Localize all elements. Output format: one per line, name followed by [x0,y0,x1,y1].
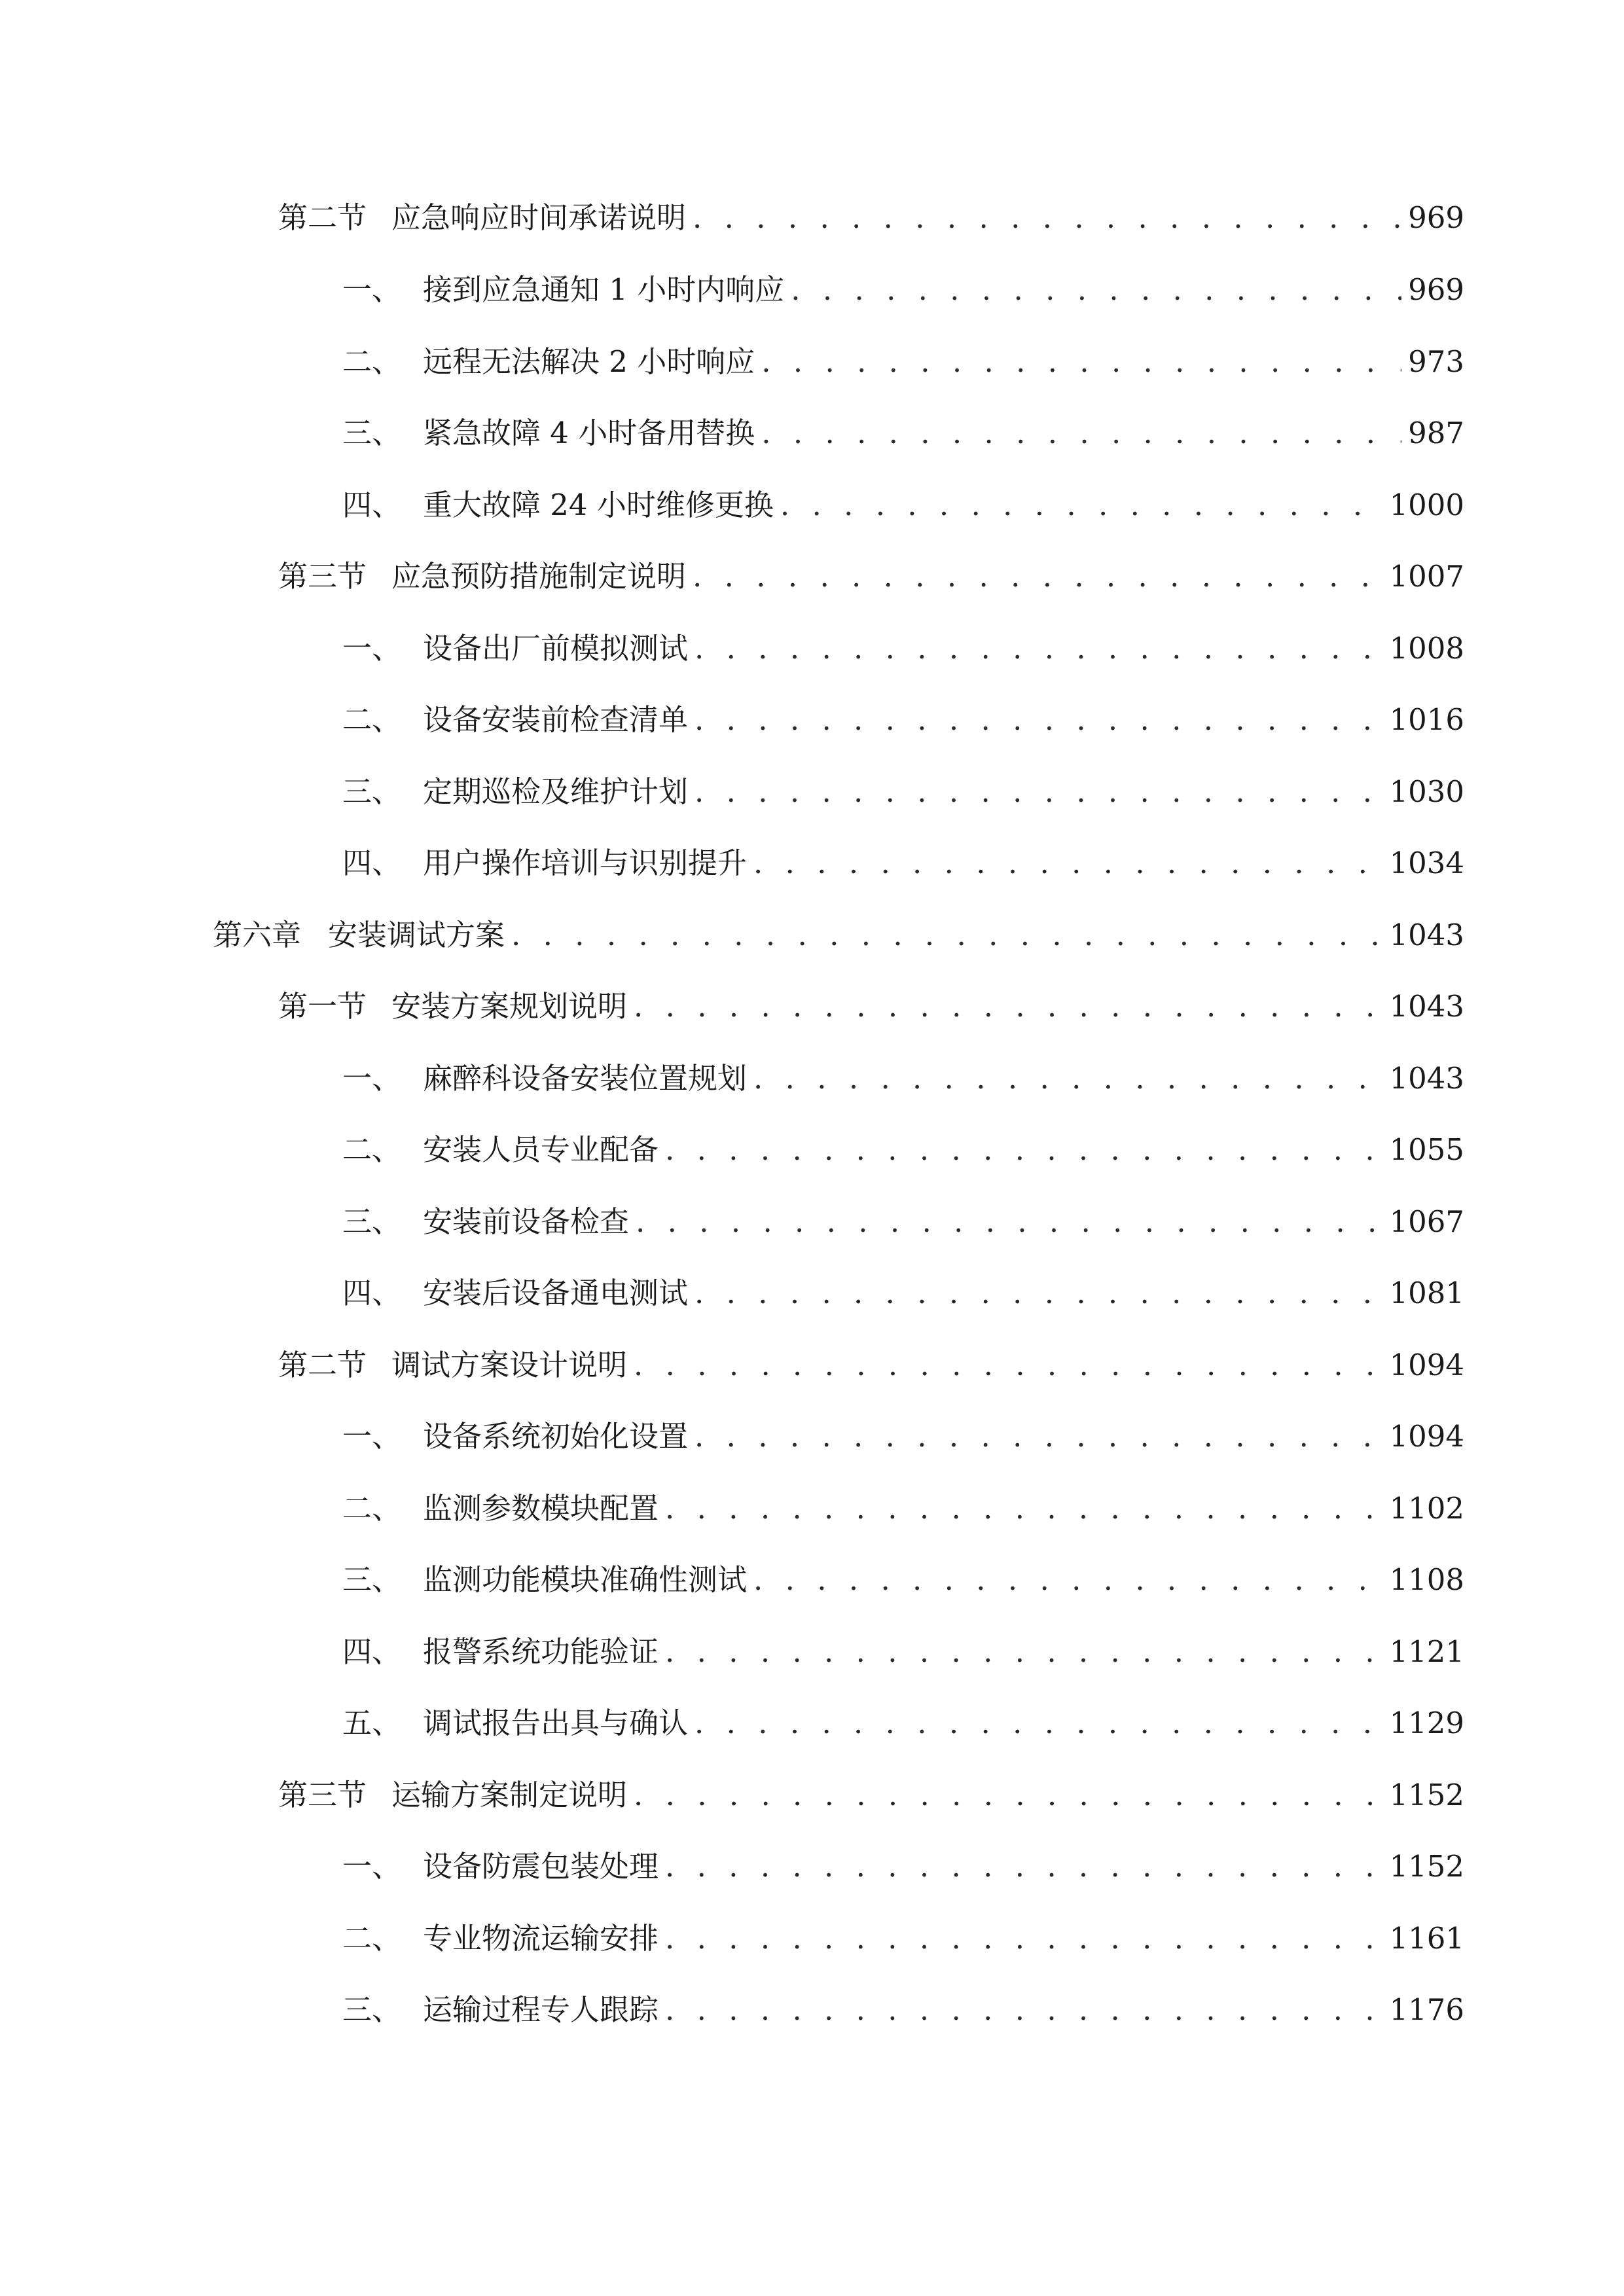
toc-entry-item[interactable] [342,410,1464,456]
entry-number: 一、 [342,631,402,666]
entry-number: 二、 [342,702,402,737]
toc-entry-item[interactable] [342,1844,1464,1890]
entry-number: 四、 [342,1276,402,1310]
dot-leader [511,912,1382,958]
entry-title: 调试报告出具与确认 [423,1706,689,1740]
toc-entry-item[interactable] [342,1629,1464,1675]
page-number: 969 [1408,272,1464,307]
dot-leader [761,410,1401,456]
toc-entry-item[interactable] [342,626,1464,672]
entry-title: 安装方案规划说明 [391,989,628,1024]
entry-number: 第六章 [213,918,302,952]
dot-leader [695,697,1382,743]
entry-number: 二、 [342,1921,402,1956]
dot-leader [753,1056,1382,1102]
entry-number: 一、 [342,272,402,307]
page-number: 1007 [1389,559,1464,594]
page-number: 1043 [1389,1061,1464,1096]
entry-number: 第二节 [278,200,367,235]
dot-leader [665,1987,1382,2033]
entry-title: 安装人员专业配备 [423,1132,659,1167]
toc-entry-item[interactable] [342,1414,1464,1460]
dot-leader [665,1486,1382,1532]
dot-leader [753,840,1382,886]
entry-title: 监测功能模块准确性测试 [423,1562,748,1597]
toc-entry-item[interactable] [342,1199,1464,1245]
dot-leader [665,1916,1382,1962]
entry-title: 定期巡检及维护计划 [423,774,689,809]
entry-number: 四、 [342,846,402,880]
entry-number: 五、 [342,1706,402,1740]
entry-number: 第三节 [278,559,367,594]
page-number: 1008 [1389,631,1464,666]
page-number: 1161 [1389,1921,1464,1956]
page-number: 1067 [1389,1204,1464,1239]
page-number: 1081 [1389,1276,1464,1310]
page-number: 1121 [1389,1634,1464,1669]
page-number: 1016 [1389,702,1464,737]
page-number: 1094 [1389,1419,1464,1454]
entry-title: 设备系统初始化设置 [423,1419,689,1454]
toc-entry-item[interactable] [342,1270,1464,1316]
entry-title: 运输方案制定说明 [391,1778,628,1812]
entry-title: 调试方案设计说明 [391,1348,628,1382]
entry-title: 重大故障 24 小时维修更换 [423,488,774,522]
entry-number: 一、 [342,1419,402,1454]
entry-title: 应急响应时间承诺说明 [391,200,687,235]
entry-number: 二、 [342,1491,402,1526]
dot-leader [634,1772,1382,1818]
dot-leader [780,482,1383,528]
dot-leader [695,626,1382,672]
entry-number: 第三节 [278,1778,367,1812]
toc-entry-section[interactable] [278,195,1464,241]
toc-entry-item[interactable] [342,840,1464,886]
entry-title: 设备防震包装处理 [423,1849,659,1884]
entry-title: 监测参数模块配置 [423,1491,659,1526]
entry-number: 四、 [342,488,402,522]
entry-title: 安装后设备通电测试 [423,1276,689,1310]
entry-number: 二、 [342,344,402,379]
toc-entry-chapter[interactable] [213,912,1464,958]
page-number: 1102 [1389,1491,1464,1526]
page-number: 1034 [1389,846,1464,880]
page-number: 987 [1408,416,1464,450]
entry-title: 专业物流运输安排 [423,1921,659,1956]
page-number: 1030 [1389,774,1464,809]
entry-number: 三、 [342,416,402,450]
entry-number: 一、 [342,1061,402,1096]
dot-leader [665,1127,1382,1173]
entry-title: 报警系统功能验证 [423,1634,659,1669]
toc-entry-item[interactable] [342,1916,1464,1962]
toc-entry-item[interactable] [342,339,1464,385]
entry-number: 第二节 [278,1348,367,1382]
page-number: 1043 [1389,918,1464,952]
dot-leader [634,984,1382,1030]
dot-leader [634,1342,1382,1388]
page-number: 1094 [1389,1348,1464,1382]
toc-entry-section[interactable] [278,1772,1464,1818]
dot-leader [693,554,1382,600]
toc-entry-item[interactable] [342,267,1464,313]
toc-entry-item[interactable] [342,482,1464,528]
page-number: 1152 [1389,1778,1464,1812]
page-number: 1043 [1389,989,1464,1024]
dot-leader [761,339,1401,385]
entry-number: 第一节 [278,989,367,1024]
entry-number: 一、 [342,1849,402,1884]
entry-number: 三、 [342,1562,402,1597]
entry-title: 紧急故障 4 小时备用替换 [423,416,755,450]
page-number: 973 [1408,344,1464,379]
page-number: 1055 [1389,1132,1464,1167]
page-number: 969 [1408,200,1464,235]
entry-number: 二、 [342,1132,402,1167]
entry-title: 设备出厂前模拟测试 [423,631,689,666]
entry-number: 四、 [342,1634,402,1669]
entry-title: 安装调试方案 [328,918,505,952]
entry-title: 麻醉科设备安装位置规划 [423,1061,748,1096]
entry-number: 三、 [342,1204,402,1239]
entry-title: 接到应急通知 1 小时内响应 [423,272,785,307]
dot-leader [665,1629,1382,1675]
toc-entry-item[interactable] [342,1557,1464,1603]
toc-entry-section[interactable] [278,984,1464,1030]
toc-entry-item[interactable] [342,769,1464,815]
dot-leader [753,1557,1382,1603]
dot-leader [695,1270,1382,1316]
entry-title: 远程无法解决 2 小时响应 [423,344,755,379]
page-number: 1108 [1389,1562,1464,1597]
toc-entry-item[interactable] [342,1486,1464,1532]
toc-entry-section[interactable] [278,554,1464,600]
entry-number: 三、 [342,1992,402,2027]
dot-leader [791,267,1401,313]
dot-leader [636,1199,1382,1245]
toc-entry-item[interactable] [342,1127,1464,1173]
entry-title: 安装前设备检查 [423,1204,630,1239]
toc-entry-item[interactable] [342,1700,1464,1746]
toc-entry-item[interactable] [342,1987,1464,2033]
entry-title: 用户操作培训与识别提升 [423,846,748,880]
toc-entry-section[interactable] [278,1342,1464,1388]
dot-leader [695,769,1382,815]
dot-leader [695,1414,1382,1460]
page-number: 1176 [1389,1992,1464,2027]
page-number: 1129 [1389,1706,1464,1740]
entry-title: 运输过程专人跟踪 [423,1992,659,2027]
entry-number: 三、 [342,774,402,809]
dot-leader [695,1700,1382,1746]
dot-leader [665,1844,1382,1890]
page-number: 1152 [1389,1849,1464,1884]
toc-entry-item[interactable] [342,697,1464,743]
page-number: 1000 [1389,488,1464,522]
toc-entry-item[interactable] [342,1056,1464,1102]
dot-leader [693,195,1401,241]
entry-title: 应急预防措施制定说明 [391,559,687,594]
entry-title: 设备安装前检查清单 [423,702,689,737]
